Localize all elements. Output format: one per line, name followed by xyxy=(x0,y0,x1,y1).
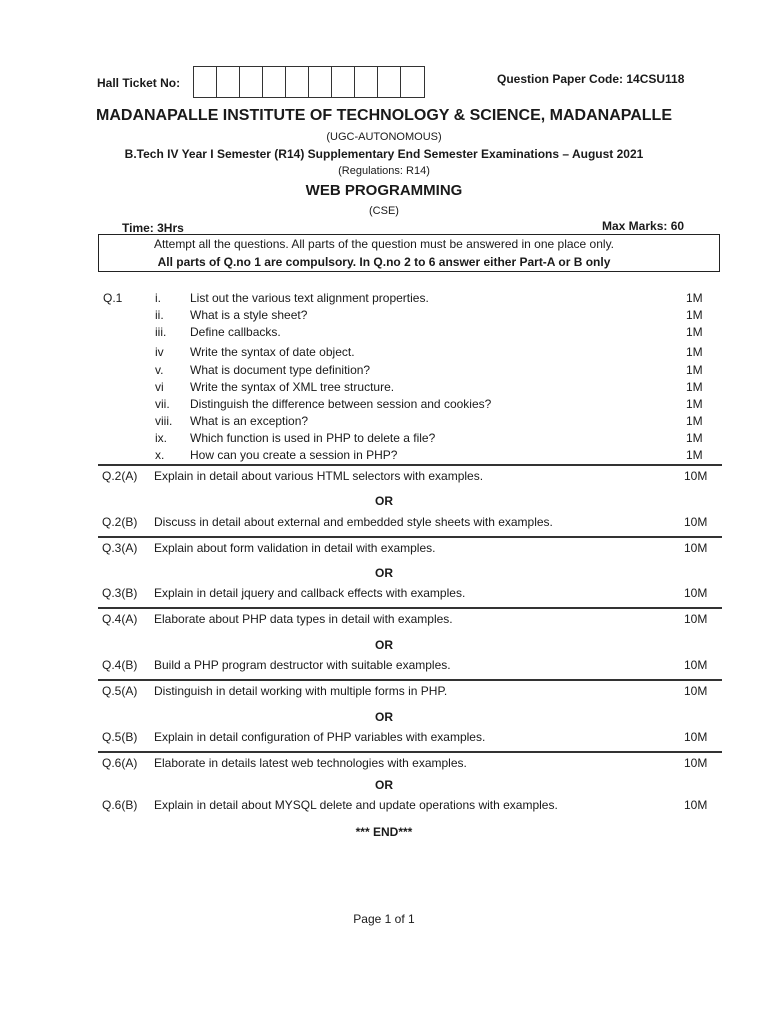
hall-ticket-box xyxy=(263,67,286,97)
section-divider xyxy=(98,679,722,681)
max-marks: Max Marks: 60 xyxy=(602,219,685,233)
hall-ticket-box xyxy=(309,67,332,97)
section-divider xyxy=(98,536,722,538)
q1-item-number: vi xyxy=(155,380,164,394)
question-number: Q.4(A) xyxy=(102,612,138,626)
subject-title: WEB PROGRAMMING xyxy=(305,182,463,199)
question-marks: 10M xyxy=(684,612,708,626)
hall-ticket-box xyxy=(332,67,355,97)
q1-item-text: List out the various text alignment properties. xyxy=(190,291,429,305)
branch: (CSE) xyxy=(369,205,399,217)
q1-item xyxy=(0,397,768,414)
question-row xyxy=(0,541,768,559)
q1-item xyxy=(0,291,768,308)
or-separator: OR xyxy=(375,566,393,580)
question-row xyxy=(0,612,768,630)
instruction-line-1: Attempt all the questions. All parts of the question must be answered in one place only. xyxy=(153,237,615,251)
q1-item-marks: 1M xyxy=(686,363,703,377)
question-number: Q.3(A) xyxy=(102,541,138,555)
or-separator: OR xyxy=(375,710,393,724)
q1-item-text: Write the syntax of date object. xyxy=(190,345,355,359)
q1-item-number: iii. xyxy=(155,325,167,339)
hall-ticket-label: Hall Ticket No: xyxy=(97,76,181,90)
hall-ticket-box xyxy=(355,67,378,97)
question-marks: 10M xyxy=(684,684,708,698)
question-marks: 10M xyxy=(684,730,708,744)
q1-item-marks: 1M xyxy=(686,431,703,445)
q1-item-marks: 1M xyxy=(686,380,703,394)
q1-item-marks: 1M xyxy=(686,325,703,339)
question-marks: 10M xyxy=(684,658,708,672)
question-marks: 10M xyxy=(684,798,708,812)
hall-ticket-box xyxy=(194,67,217,97)
instruction-line-2: All parts of Q.no 1 are compulsory. In Q.no 2 to 6 answer either Part-A or B only xyxy=(157,255,611,269)
or-separator: OR xyxy=(375,494,393,508)
question-row xyxy=(0,756,768,774)
question-text: Build a PHP program destructor with suitable examples. xyxy=(154,658,451,672)
question-text: Distinguish in detail working with multiple forms in PHP. xyxy=(154,684,448,698)
question-number: Q.5(B) xyxy=(102,730,138,744)
question-number: Q.2(B) xyxy=(102,515,138,529)
question-row xyxy=(0,469,768,487)
question-number: Q.2(A) xyxy=(102,469,138,483)
question-text: Explain in detail about various HTML selectors with examples. xyxy=(154,469,484,483)
section-divider xyxy=(98,751,722,753)
q1-item-number: ix. xyxy=(155,431,167,445)
q1-item-number: vii. xyxy=(155,397,170,411)
exam-time: Time: 3Hrs xyxy=(122,221,184,235)
page-number: Page 1 of 1 xyxy=(353,912,415,926)
hall-ticket-box xyxy=(401,67,424,97)
question-marks: 10M xyxy=(684,469,708,483)
q1-item-text: What is document type definition? xyxy=(190,363,371,377)
q1-item-marks: 1M xyxy=(686,397,703,411)
question-marks: 10M xyxy=(684,515,708,529)
end-marker: *** END*** xyxy=(355,825,413,839)
q1-item xyxy=(0,414,768,431)
autonomous-status: (UGC-AUTONOMOUS) xyxy=(326,131,442,143)
question-1-label: Q.1 xyxy=(103,291,123,305)
q1-item-text: What is a style sheet? xyxy=(190,308,308,322)
q1-item-text: Which function is used in PHP to delete a file? xyxy=(190,431,436,445)
question-text: Elaborate about PHP data types in detail with examples. xyxy=(154,612,453,626)
q1-item-marks: 1M xyxy=(686,291,703,305)
q1-item-text: How can you create a session in PHP? xyxy=(190,448,398,462)
question-number: Q.4(B) xyxy=(102,658,138,672)
q1-item-text: What is an exception? xyxy=(190,414,309,428)
hall-ticket-box xyxy=(378,67,401,97)
section-divider xyxy=(98,607,722,609)
institute-name: MADANAPALLE INSTITUTE OF TECHNOLOGY & SCIENCE, MADANAPALLE xyxy=(96,107,672,124)
question-number: Q.6(A) xyxy=(102,756,138,770)
question-marks: 10M xyxy=(684,586,708,600)
q1-item xyxy=(0,380,768,397)
question-row xyxy=(0,730,768,748)
hall-ticket-box xyxy=(240,67,263,97)
q1-item xyxy=(0,448,768,465)
or-separator: OR xyxy=(375,778,393,792)
question-number: Q.6(B) xyxy=(102,798,138,812)
exam-title: B.Tech IV Year I Semester (R14) Supplementary End Semester Examinations – August 2021 xyxy=(124,147,644,161)
q1-item xyxy=(0,363,768,380)
question-text: Explain in detail about MYSQL delete and update operations with examples. xyxy=(154,798,558,812)
q1-item-text: Distinguish the difference between session and cookies? xyxy=(190,397,492,411)
q1-item-marks: 1M xyxy=(686,345,703,359)
question-marks: 10M xyxy=(684,756,708,770)
q1-item-number: viii. xyxy=(155,414,173,428)
question-number: Q.5(A) xyxy=(102,684,138,698)
section-divider xyxy=(98,464,722,466)
q1-item xyxy=(0,345,768,362)
regulations: (Regulations: R14) xyxy=(338,165,430,177)
q1-item-text: Define callbacks. xyxy=(190,325,281,339)
question-text: Explain in detail jquery and callback effects with examples. xyxy=(154,586,466,600)
q1-item-marks: 1M xyxy=(686,414,703,428)
q1-item-marks: 1M xyxy=(686,448,703,462)
question-row xyxy=(0,684,768,702)
hall-ticket-box xyxy=(217,67,240,97)
q1-item xyxy=(0,325,768,342)
q1-item xyxy=(0,308,768,325)
question-marks: 10M xyxy=(684,541,708,555)
question-row xyxy=(0,798,768,816)
question-row xyxy=(0,515,768,533)
q1-item-number: i. xyxy=(155,291,161,305)
hall-ticket-boxes xyxy=(193,66,425,98)
q1-item-number: ii. xyxy=(155,308,164,322)
question-text: Discuss in detail about external and embedded style sheets with examples. xyxy=(154,515,553,529)
q1-item-number: x. xyxy=(155,448,165,462)
question-row xyxy=(0,658,768,676)
question-text: Elaborate in details latest web technologies with examples. xyxy=(154,756,467,770)
question-number: Q.3(B) xyxy=(102,586,138,600)
q1-item xyxy=(0,431,768,448)
q1-item-text: Write the syntax of XML tree structure. xyxy=(190,380,395,394)
question-text: Explain about form validation in detail with examples. xyxy=(154,541,436,555)
q1-item-number: v. xyxy=(155,363,164,377)
question-text: Explain in detail configuration of PHP variables with examples. xyxy=(154,730,486,744)
hall-ticket-box xyxy=(286,67,309,97)
or-separator: OR xyxy=(375,638,393,652)
q1-item-number: iv xyxy=(155,345,164,359)
question-row xyxy=(0,586,768,604)
question-paper-code: Question Paper Code: 14CSU118 xyxy=(497,72,685,86)
q1-item-marks: 1M xyxy=(686,308,703,322)
